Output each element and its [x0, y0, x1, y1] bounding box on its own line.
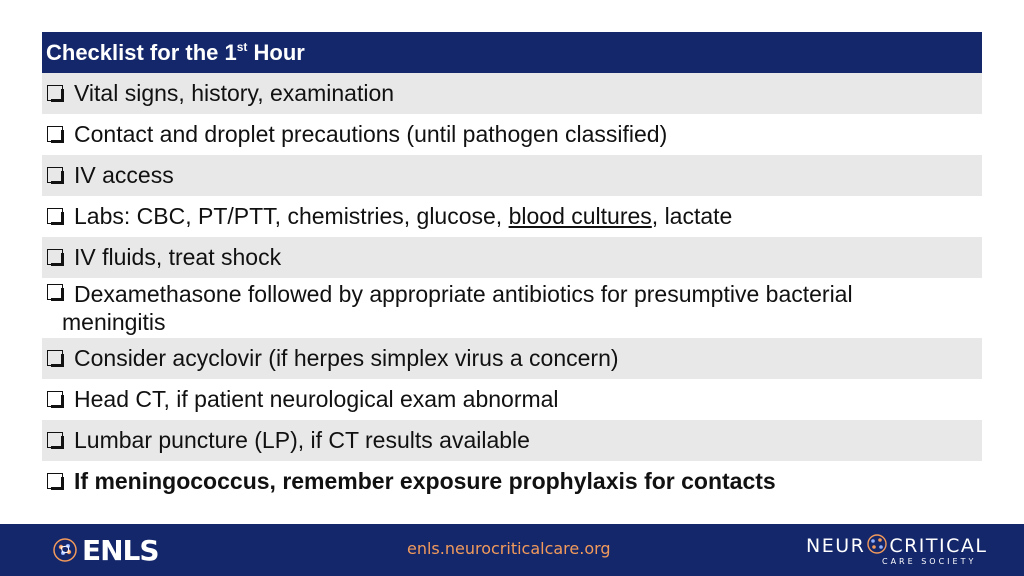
checkbox-icon: [47, 85, 64, 102]
header-title-suffix: Hour: [247, 40, 305, 65]
ncs-logo-text-b: CRITICAL: [889, 535, 988, 557]
blood-cultures-link[interactable]: blood cultures: [508, 203, 652, 229]
item-label: IV access: [74, 162, 174, 188]
checklist-item-head-ct: [42, 379, 982, 420]
ncs-logo: [806, 533, 988, 569]
checkbox-icon: [47, 432, 64, 449]
item-label: If meningococcus, remember exposure prophylaxis for contacts: [74, 468, 776, 494]
item-label: Contact and droplet precautions (until pathogen classified): [74, 121, 668, 147]
checklist-item-acyclovir: [42, 338, 982, 379]
checkbox-icon: [47, 284, 64, 301]
item-label: IV fluids, treat shock: [74, 244, 282, 270]
item-label-before: Labs: CBC, PT/PTT, chemistries, glucose,: [74, 203, 509, 229]
ncs-logo-top: [806, 533, 987, 557]
checklist-item-lumbar-puncture: [42, 420, 982, 461]
header-title-prefix: Checklist for the 1: [46, 40, 237, 65]
item-label-line2: meningitis: [62, 309, 166, 335]
item-label: Consider acyclovir (if herpes simplex virus a concern): [74, 345, 619, 371]
header-title-superscript: st: [236, 40, 248, 54]
footer-url[interactable]: enls.neurocriticalcare.org: [407, 539, 611, 558]
checklist-item-vitals: [42, 73, 982, 114]
enls-logo-text: ENLS: [82, 533, 159, 567]
checklist-header: [42, 32, 982, 73]
checkbox-icon: [47, 208, 64, 225]
ncs-logo-subtitle: CARE SOCIETY: [882, 557, 977, 566]
item-label-line1: Dexamethasone followed by appropriate antibiotics for presumptive bacterial: [74, 281, 853, 307]
ncs-logo-text-a: NEUR: [806, 535, 866, 557]
checkbox-icon: [47, 249, 64, 266]
checklist-item-meningococcus: [42, 461, 982, 502]
item-label: Head CT, if patient neurological exam abnormal: [74, 386, 559, 412]
enls-logo: [52, 533, 159, 567]
checkbox-icon: [47, 391, 64, 408]
item-label: Lumbar puncture (LP), if CT results available: [74, 427, 530, 453]
checkbox-icon: [47, 350, 64, 367]
checkbox-icon: [47, 126, 64, 143]
item-label-after: , lactate: [651, 203, 733, 229]
checklist-item-labs: [42, 196, 982, 237]
checkbox-icon: [47, 473, 64, 490]
checklist-item-iv-access: [42, 155, 982, 196]
checklist-item-dexamethasone: [42, 278, 982, 338]
item-label: Vital signs, history, examination: [74, 80, 395, 106]
footer-bar: [0, 524, 1024, 576]
checklist-item-iv-fluids: [42, 237, 982, 278]
checkbox-icon: [47, 167, 64, 184]
brain-network-icon: [866, 533, 888, 555]
checklist-item-precautions: [42, 114, 982, 155]
brain-icon: [52, 537, 78, 563]
checklist-table: [42, 32, 982, 502]
